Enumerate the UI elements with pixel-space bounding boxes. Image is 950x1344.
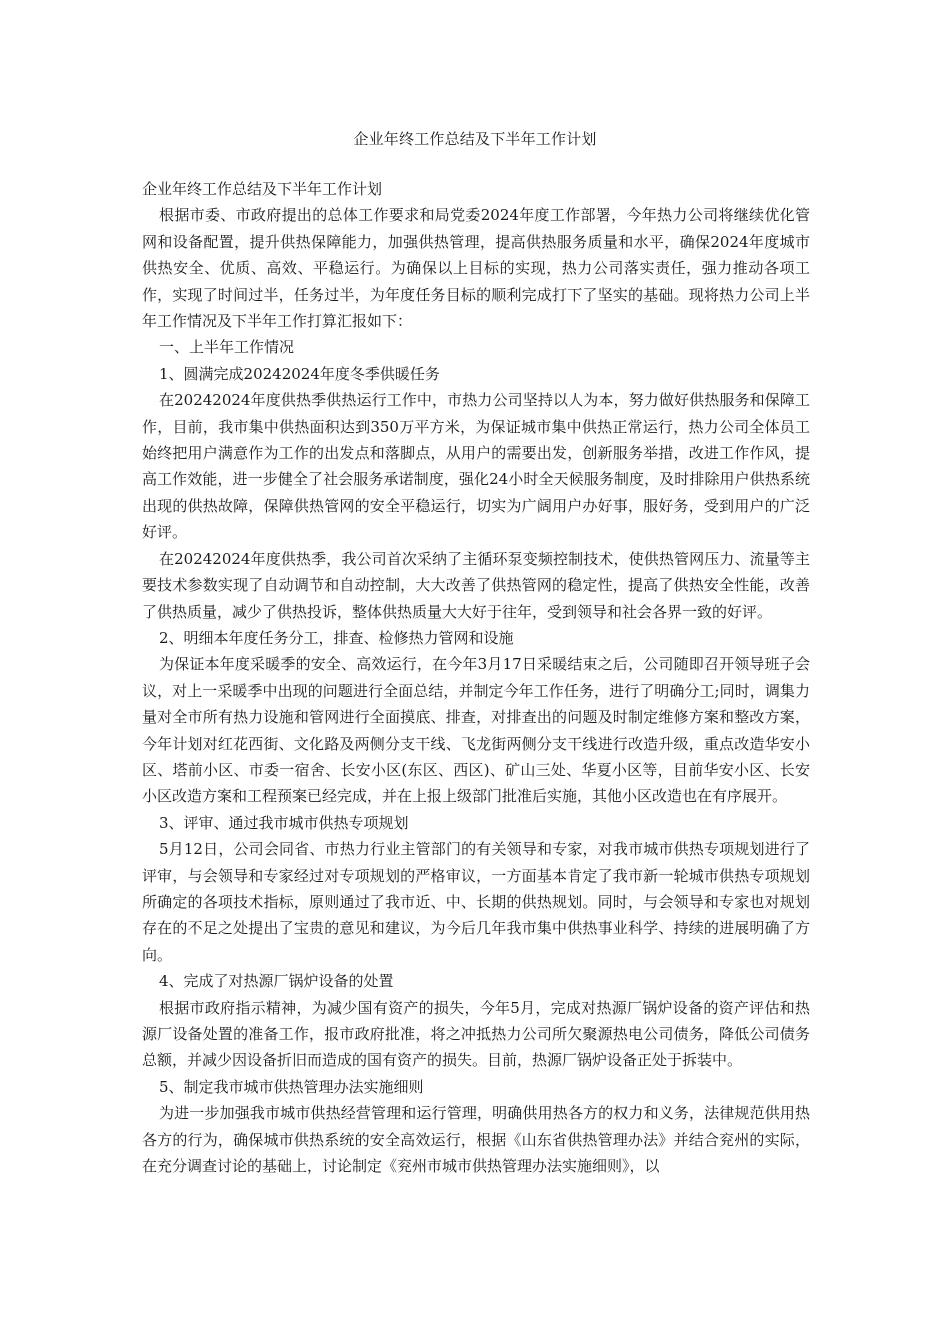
section-heading: 一、上半年工作情况 [159, 338, 295, 357]
item-paragraph: 为保证本年度采暖季的安全、高效运行，在今年3月17日采暖结束之后，公司随即召开领导班子会议，对上一采暖季中出现的问题进行全面总结，并制定今年工作任务，进行了明确分工;同时，调集力量对全市所有热力设施和管网进行全面摸底、排查，对排查出的问题及时制定维修方案和整改方案，今年计划对红花西街、文化路及两侧分支干线、飞龙街两侧分支干线进行改造升级，重点改造华安小区、塔前小区、市委一宿舍、长安小区(东区、西区)、矿山三处、华夏小区等，目前华安小区、长安小区改造方案和工程预案已经完成，并在上报上级部门批准后实施，其他小区改造也在有序展开。 [142, 655, 810, 806]
item-paragraph: 根据市政府指示精神，为减少国有资产的损失，今年5月，完成对热源厂锅炉设备的资产评估和热源厂设备处置的准备工作，报市政府批准，将之冲抵热力公司所欠聚源热电公司债务，降低公司债务总额，并减少因设备折旧而造成的国有资产的损失。目前，热源厂锅炉设备正处于拆装中。 [142, 998, 810, 1070]
item-paragraph: 在20242024年度供热季，我公司首次采纳了主循环泵变频控制技术，使供热管网压力、流量等主要技术参数实现了自动调节和自动控制，大大改善了供热管网的稳定性，提高了供热安全性能，改善了供热质量，减少了供热投诉，整体供热质量大大好于往年，受到领导和社会各界一致的好评。 [142, 549, 810, 621]
document-subtitle: 企业年终工作总结及下半年工作计划 [142, 180, 383, 198]
intro-paragraph: 根据市委、市政府提出的总体工作要求和局党委2024年度工作部署，今年热力公司将继续优化管网和设备配置，提升供热保障能力，加强供热管理，提高供热服务质量和水平，确保2024年度城市供热安全、优质、高效、平稳运行。为确保以上目标的实现，热力公司落实责任，强力推动各项工作，实现了时间过半，任务过半，为年度任务目标的顺利完成打下了坚实的基础。现将热力公司上半年工作情况及下半年工作打算汇报如下： [142, 206, 810, 331]
item-heading: 5、制定我市城市供热管理办法实施细则 [159, 1077, 424, 1096]
item-heading: 4、完成了对热源厂锅炉设备的处置 [159, 972, 394, 991]
page-title: 企业年终工作总结及下半年工作计划 [353, 130, 597, 148]
item-heading: 2、明细本年度任务分工，排查、检修热力管网和设施 [159, 628, 514, 647]
document-body [142, 176, 810, 1179]
item-heading: 3、评审、通过我市城市供热专项规划 [159, 813, 409, 832]
item-paragraph: 5月12日，公司会同省、市热力行业主管部门的有关领导和专家，对我市城市供热专项规划进行了评审，与会领导和专家经过对专项规划的严格审议，一方面基本肯定了我市新一轮城市供热专项规划所确定的各项技术指标，原则通过了我市近、中、长期的供热规划。同时，与会领导和专家也对规划存在的不足之处提出了宝贵的意见和建议，为今后几年我市集中供热事业科学、持续的进展明确了方向。 [142, 840, 810, 964]
item-heading: 1、圆满完成20242024年度冬季供暖任务 [159, 364, 440, 383]
item-paragraph: 为进一步加强我市城市供热经营管理和运行管理，明确供用热各方的权力和义务，法律规范供用热各方的行为，确保城市供热系统的安全高效运行，根据《山东省供热管理办法》并结合兖州的实际，在充分调查讨论的基础上，讨论制定《兖州市城市供热管理办法实施细则》，以 [142, 1104, 810, 1176]
item-paragraph: 在20242024年度供热季供热运行工作中，市热力公司坚持以人为本，努力做好供热服务和保障工作，目前，我市集中供热面积达到350万平方米，为保证城市集中供热正常运行，热力公司全体员工始终把用户满意作为工作的出发点和落脚点，从用户的需要出发，创新服务举措，改进工作作风，提高工作效能，进一步健全了社会服务承诺制度，强化24小时全天候服务制度，及时排除用户供热系统出现的供热故障，保障供热管网的安全平稳运行，切实为广阔用户办好事，服好务，受到用户的广泛好评。 [142, 391, 810, 542]
